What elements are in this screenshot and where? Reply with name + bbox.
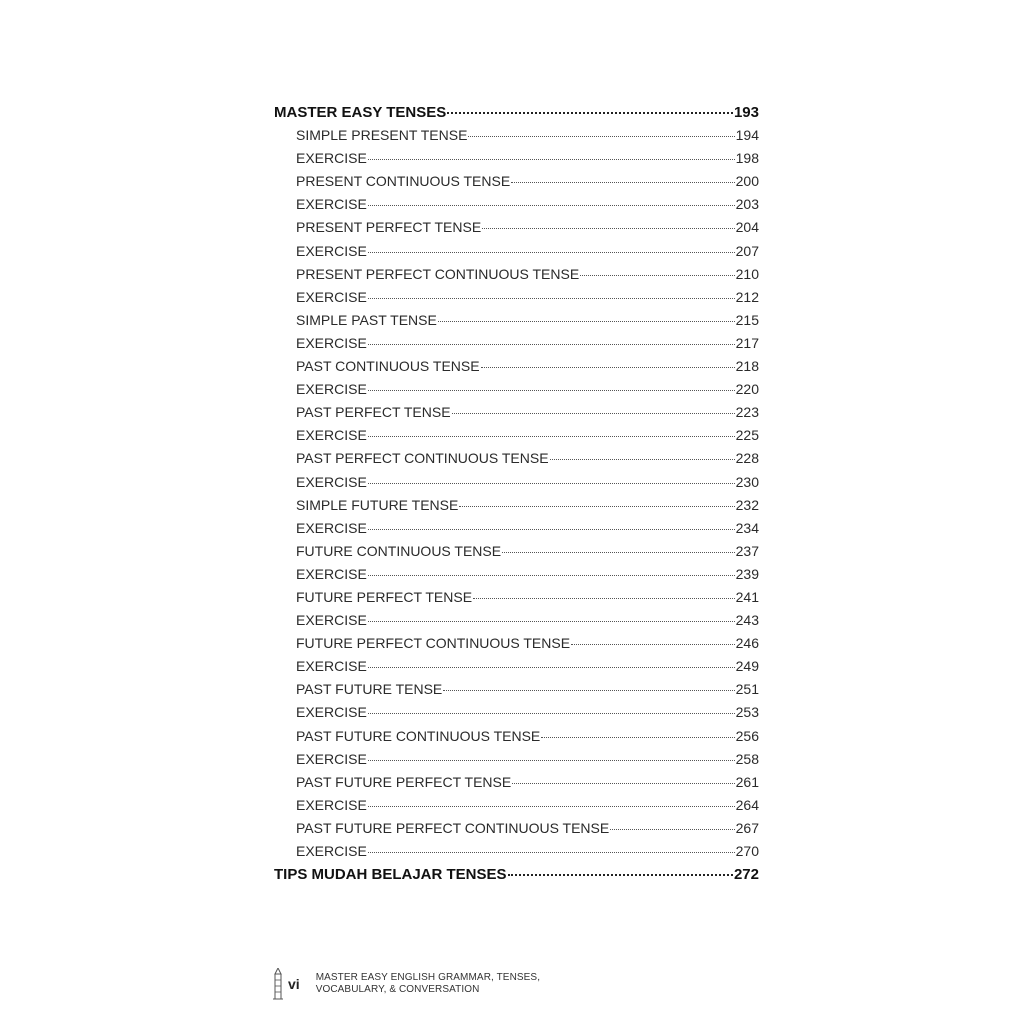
page-footer (272, 967, 540, 1001)
toc-entry (274, 450, 759, 473)
toc-entry-page: 228 (735, 450, 759, 467)
toc-entry-page: 198 (735, 150, 759, 167)
toc-entry-page: 267 (735, 819, 759, 836)
toc-entry-title: EXERCISE (296, 381, 367, 398)
toc-entry-page: 212 (735, 288, 759, 305)
toc-entry-page: 223 (735, 404, 759, 421)
toc-entry-page: 194 (735, 127, 759, 144)
dot-leader (580, 275, 734, 276)
dot-leader (452, 413, 735, 414)
toc-entry-title: EXERCISE (296, 704, 367, 721)
toc-entry-title: EXERCISE (296, 843, 367, 859)
toc-entry-page: 270 (735, 843, 759, 859)
toc-entry (274, 774, 759, 797)
toc-entry (274, 658, 759, 681)
toc-entry (274, 150, 759, 173)
toc-entry-page: 237 (735, 542, 759, 559)
toc-entry-title: PAST PERFECT CONTINUOUS TENSE (296, 450, 549, 467)
dot-leader (550, 459, 735, 460)
toc-entry-title: FUTURE PERFECT CONTINUOUS TENSE (296, 635, 571, 652)
toc-entry (274, 173, 759, 196)
toc-entry-page: 217 (735, 334, 759, 351)
dot-leader (368, 667, 735, 668)
page-number: vi (288, 976, 300, 992)
toc-entry (274, 820, 759, 843)
toc-entry-title: EXERCISE (296, 334, 367, 351)
dot-leader (368, 529, 735, 530)
toc-entry-page: 258 (735, 750, 759, 767)
toc-entry-page: 246 (735, 635, 759, 652)
toc-entry (274, 196, 759, 219)
toc-entry-page: 249 (735, 658, 759, 675)
dot-leader (438, 321, 735, 322)
toc-entry-title: EXERCISE (296, 473, 367, 490)
toc-entry-title: SIMPLE FUTURE TENSE (296, 496, 459, 513)
dot-leader (447, 112, 733, 114)
toc-entry (274, 358, 759, 381)
toc-entry (274, 219, 759, 242)
dot-leader (541, 737, 734, 738)
dot-leader (368, 205, 735, 206)
dot-leader (368, 621, 735, 622)
toc-entry-title: TIPS MUDAH BELAJAR TENSES (274, 866, 507, 884)
toc-entry (274, 427, 759, 450)
toc-entry-title: EXERCISE (296, 612, 367, 629)
toc-entry-title: EXERCISE (296, 242, 367, 259)
toc-entry-page: 215 (735, 311, 759, 328)
toc-entry-title: EXERCISE (296, 565, 367, 582)
toc-entry-title: EXERCISE (296, 150, 367, 167)
toc-entry-title: PAST FUTURE TENSE (296, 681, 443, 698)
toc-section-entry (274, 866, 759, 889)
dot-leader (368, 806, 735, 807)
toc-entry-page: 203 (735, 196, 759, 213)
toc-entry (274, 520, 759, 543)
toc-entry (274, 243, 759, 266)
toc-entry (274, 289, 759, 312)
dot-leader (468, 136, 734, 137)
toc-entry-page: 253 (735, 704, 759, 721)
toc-entry-title: PRESENT PERFECT CONTINUOUS TENSE (296, 265, 580, 282)
toc-entry (274, 312, 759, 335)
toc-entry-title: FUTURE PERFECT TENSE (296, 588, 473, 605)
dot-leader (459, 506, 734, 507)
dot-leader (508, 874, 733, 876)
table-of-contents (274, 104, 759, 889)
dot-leader (473, 598, 735, 599)
toc-entry (274, 497, 759, 520)
toc-entry-page: 261 (735, 773, 759, 790)
toc-entry-title: PAST PERFECT TENSE (296, 404, 451, 421)
toc-entry-title: PAST FUTURE PERFECT TENSE (296, 773, 512, 790)
dot-leader (481, 367, 735, 368)
toc-entry-page: 225 (735, 427, 759, 444)
dot-leader (368, 159, 735, 160)
dot-leader (443, 690, 734, 691)
book-title (316, 972, 540, 996)
toc-entry-title: PAST FUTURE PERFECT CONTINUOUS TENSE (296, 819, 610, 836)
toc-entry-page: 256 (735, 727, 759, 744)
toc-entry-page: 251 (735, 681, 759, 698)
toc-entry-page: 207 (735, 242, 759, 259)
toc-entry-title: PAST CONTINUOUS TENSE (296, 358, 480, 375)
toc-entry (274, 127, 759, 150)
toc-entry (274, 751, 759, 774)
toc-entry (274, 266, 759, 289)
toc-entry (274, 728, 759, 751)
dot-leader (571, 644, 735, 645)
toc-entry-page: 210 (735, 265, 759, 282)
dot-leader (368, 760, 735, 761)
toc-entry-title: MASTER EASY TENSES (274, 104, 447, 121)
toc-section-entry (274, 104, 759, 127)
dot-leader (368, 575, 735, 576)
toc-entry-page: 234 (735, 519, 759, 536)
toc-entry-title: SIMPLE PRESENT TENSE (296, 127, 468, 144)
toc-entry (274, 612, 759, 635)
toc-entry-page: 232 (735, 496, 759, 513)
dot-leader (502, 552, 735, 553)
toc-entry-page: 218 (735, 358, 759, 375)
toc-entry-title: PAST FUTURE CONTINUOUS TENSE (296, 727, 541, 744)
toc-entry-title: EXERCISE (296, 519, 367, 536)
dot-leader (368, 344, 735, 345)
toc-entry (274, 335, 759, 358)
toc-entry-title: EXERCISE (296, 288, 367, 305)
dot-leader (368, 298, 735, 299)
toc-entry-page: 230 (735, 473, 759, 490)
toc-entry-page: 204 (735, 219, 759, 236)
toc-entry-page: 241 (735, 588, 759, 605)
toc-entry-title: EXERCISE (296, 796, 367, 813)
toc-entry (274, 566, 759, 589)
toc-entry-page: 243 (735, 612, 759, 629)
toc-entry-page: 220 (735, 381, 759, 398)
toc-entry-page: 200 (735, 173, 759, 190)
toc-entry (274, 797, 759, 820)
toc-entry-title: FUTURE CONTINUOUS TENSE (296, 542, 502, 559)
dot-leader (368, 252, 735, 253)
dot-leader (512, 783, 734, 784)
toc-entry-title: PRESENT PERFECT TENSE (296, 219, 482, 236)
toc-entry (274, 843, 759, 866)
toc-entry-title: EXERCISE (296, 196, 367, 213)
toc-entry-title: EXERCISE (296, 427, 367, 444)
dot-leader (368, 390, 735, 391)
toc-entry-title: SIMPLE PAST TENSE (296, 311, 437, 328)
dot-leader (368, 436, 735, 437)
toc-entry (274, 589, 759, 612)
toc-entry (274, 704, 759, 727)
dot-leader (482, 228, 734, 229)
toc-entry (274, 404, 759, 427)
book-title-line-1: MASTER EASY ENGLISH GRAMMAR, TENSES, (315, 972, 541, 983)
toc-entry-page: 272 (733, 866, 759, 884)
toc-entry (274, 635, 759, 658)
toc-entry (274, 543, 759, 566)
dot-leader (368, 852, 735, 853)
dot-leader (368, 713, 735, 714)
toc-entry-page: 264 (735, 796, 759, 813)
toc-entry (274, 474, 759, 497)
dot-leader (610, 829, 734, 830)
toc-entry (274, 381, 759, 404)
toc-entry-page: 193 (733, 104, 759, 121)
toc-entry-title: EXERCISE (296, 750, 367, 767)
toc-entry-title: PRESENT CONTINUOUS TENSE (296, 173, 511, 190)
toc-entry-title: EXERCISE (296, 658, 367, 675)
dot-leader (368, 483, 735, 484)
toc-entry-page: 239 (735, 565, 759, 582)
dot-leader (511, 182, 734, 183)
toc-entry (274, 681, 759, 704)
tower-icon (272, 968, 284, 1000)
book-title-line-2: VOCABULARY, & CONVERSATION (315, 984, 480, 995)
